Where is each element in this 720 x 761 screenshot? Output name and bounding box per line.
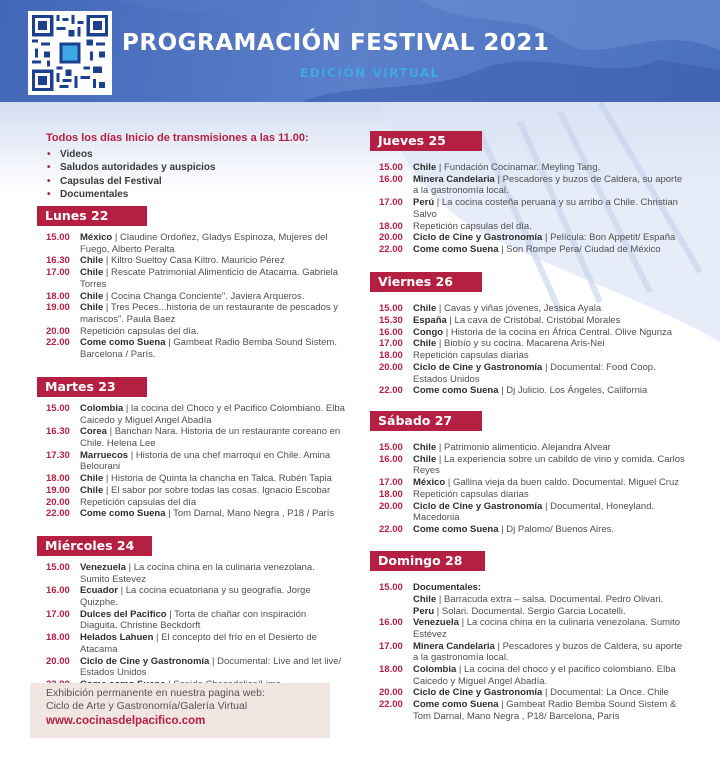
event-description <box>413 582 689 594</box>
event-description <box>413 501 689 524</box>
event-name: Chile <box>80 484 104 496</box>
event-text: Claudine Ordoñez, Gladys Espinoza, Mujeres del Fuego, Alberto Peralta <box>80 232 328 255</box>
separator: | <box>443 326 451 338</box>
event-name: Perú <box>413 197 435 209</box>
event-text: la cocina del Choco y el Pacifico Colombiano. Elba Caicedo y Miguel Angel Abadía <box>80 403 345 426</box>
separator: | <box>118 585 126 597</box>
event-description <box>80 426 346 449</box>
footer-line-2: Ciclo de Arte y Gastronomía/Galería Virtual <box>46 700 248 713</box>
event-time: 15.30 <box>379 314 403 326</box>
event-name: Colombia <box>413 664 457 676</box>
event-row <box>46 497 346 509</box>
event-text: Documental: La Once. Chile <box>550 687 669 699</box>
event-text: La cocina ecuatoriana y su geografía. Jorge Quizphe. <box>80 585 311 608</box>
separator: | <box>436 303 444 314</box>
event-time: 17.00 <box>46 608 70 620</box>
event-description <box>413 664 689 687</box>
event-time: 20.00 <box>379 687 403 699</box>
separator: | <box>446 314 455 326</box>
separator: | <box>103 302 111 314</box>
separator: | <box>103 255 111 267</box>
event-text: Repetición capsulas del día. <box>413 220 532 232</box>
event-row <box>379 315 689 327</box>
event-row <box>379 699 689 722</box>
event-time: 18.00 <box>379 664 403 676</box>
event-text: Tom Darnal, Mano Negra , P18 / París <box>173 508 335 520</box>
page-subtitle: EDICIÓN VIRTUAL <box>300 66 440 80</box>
event-time: 17.00 <box>379 477 403 489</box>
event-description <box>413 594 689 606</box>
event-row <box>379 162 689 174</box>
event-time: 15.00 <box>379 582 403 593</box>
event-row <box>46 450 346 473</box>
event-description <box>413 606 689 618</box>
event-name: Chile <box>80 267 104 279</box>
event-row <box>379 174 689 197</box>
event-description <box>80 585 346 608</box>
event-description <box>413 303 689 315</box>
event-text: Repetición capsulas del día. <box>80 325 199 337</box>
event-description <box>80 291 346 303</box>
separator: | <box>494 640 503 652</box>
event-name: Come como Suena <box>80 508 166 520</box>
event-row <box>379 362 689 385</box>
event-list-lunes <box>46 232 346 361</box>
event-name: Come como Suena <box>413 524 499 536</box>
event-row <box>46 426 346 449</box>
event-text: Historia de una chef marroquí en Chile. Amina Belourani <box>80 449 331 473</box>
event-time: 22.00 <box>379 385 403 397</box>
event-text: Biobío y su cocina. Macarena Aris-Nei <box>443 338 605 350</box>
separator: | <box>436 338 444 350</box>
event-text: Rescate Patrimonial Alimenticio de Atacama. Gabriela Torres <box>80 267 339 290</box>
event-row <box>46 585 346 608</box>
separator: | <box>436 453 444 465</box>
separator: | <box>494 173 503 185</box>
event-row <box>379 327 689 339</box>
event-text: Gambeat Radio Bemba Sound Sistem. Barcelona / París. <box>80 337 337 361</box>
event-name: Dulces del Pacifico <box>80 608 167 620</box>
event-name: Venezuela <box>413 617 459 629</box>
event-description <box>413 244 689 256</box>
event-time: 16.00 <box>379 617 403 629</box>
event-text: Kiltro Sueltoy Casa Kiltro. Mauricio Pérez <box>110 255 285 267</box>
event-description <box>413 442 689 454</box>
event-text: Pescadores y buzos de Caldera, su aporte a la gastronomía local. <box>413 640 683 664</box>
separator: | <box>498 244 507 256</box>
event-time: 15.00 <box>46 562 70 573</box>
event-description <box>413 524 689 536</box>
event-time: 20.00 <box>379 361 403 373</box>
event-name: Ciclo de Cine y Gastronomía <box>413 232 543 244</box>
separator: | <box>436 162 444 173</box>
separator: | <box>128 449 136 461</box>
event-name: Ciclo de Cine y Gastronomía <box>80 655 210 667</box>
event-description <box>413 454 689 477</box>
event-row <box>46 562 346 585</box>
event-text: Película: Bon Appetit/ España <box>550 232 676 244</box>
event-description <box>413 327 689 339</box>
event-time: 16.00 <box>379 453 403 465</box>
event-description <box>80 267 346 290</box>
event-text: El sabor por sobre todas las cosas. Ignacio Escobar <box>110 484 331 496</box>
event-name: Colombia <box>80 403 124 414</box>
event-text: Repetición capsulas diarias <box>413 488 529 500</box>
intro-item: • Documentales <box>46 188 346 201</box>
event-row <box>379 687 689 699</box>
event-text: Barracuda extra – salsa. Documental. Pedro Olivari. <box>443 593 664 605</box>
event-time: 17.00 <box>46 267 70 279</box>
event-name: Chile <box>413 442 437 453</box>
separator: | <box>103 267 111 279</box>
event-row <box>379 197 689 220</box>
event-description <box>413 617 689 640</box>
event-time: 19.00 <box>46 302 70 314</box>
event-description <box>413 350 689 362</box>
event-description <box>413 489 689 501</box>
event-row <box>46 403 346 426</box>
event-time: 18.00 <box>379 350 403 362</box>
event-description <box>413 641 689 664</box>
event-text: Torta de chañar con inspiración Diaguita. Christine Beckdorft <box>80 608 307 632</box>
event-name: Peru <box>413 605 435 617</box>
event-name: Marruecos <box>80 449 129 461</box>
event-text: Son Rompe Pera/ Ciudad de México <box>506 244 661 256</box>
event-time: 15.00 <box>379 303 403 314</box>
event-time: 16.30 <box>46 426 70 438</box>
event-row <box>379 232 689 244</box>
event-list-sabado <box>379 442 689 536</box>
event-name: Come como Suena <box>413 385 499 397</box>
separator: | <box>123 403 132 414</box>
website-link[interactable]: www.cocinasdelpacifico.com <box>46 714 206 727</box>
event-row <box>46 302 346 325</box>
event-text: Repetición capsulas del día <box>80 496 197 508</box>
event-description <box>413 362 689 385</box>
event-name: México <box>80 232 113 243</box>
event-description <box>80 302 346 325</box>
event-description <box>80 337 346 360</box>
event-time: 18.00 <box>46 632 70 644</box>
event-row <box>379 617 689 640</box>
event-time: 18.00 <box>379 220 403 232</box>
event-text: Gallina vieja da buen caldo. Documental. Miguel Cruz <box>452 477 679 489</box>
event-time <box>379 606 413 618</box>
separator: | <box>103 484 111 496</box>
event-text: La cocina costeña peruana y su arribo a Chile. Christian Salvo <box>413 197 678 220</box>
event-name: Chile <box>413 453 437 465</box>
day-tag-jueves: Jueves 25 <box>370 131 482 151</box>
event-name: Minera Candelaria <box>413 640 495 652</box>
event-description <box>80 326 346 338</box>
day-tag-viernes: Viernes 26 <box>370 272 482 292</box>
intro-heading: Todos los días Inicio de transmisiones a las 11.00: <box>46 132 309 144</box>
separator: | <box>434 197 442 209</box>
event-time: 16.30 <box>46 255 70 267</box>
event-text: La cocina del choco y el pacifico colombiano. Elba Caicedo y Miguel Angel Abadía. <box>413 664 676 687</box>
day-tag-sabado: Sábado 27 <box>370 411 482 431</box>
event-list-jueves <box>379 162 689 256</box>
event-time: 18.00 <box>379 488 403 500</box>
event-row <box>379 606 689 618</box>
event-text: Gambeat Radio Bemba Sound Sistem & Tom Darnal, Mano Negra , P18/ Barcelona, París <box>413 699 677 722</box>
event-row <box>46 326 346 338</box>
event-description <box>80 508 346 520</box>
event-time: 22.00 <box>379 699 403 711</box>
event-row <box>46 232 346 255</box>
event-text: Documental: Food Coop. Estados Unidos <box>413 361 656 385</box>
event-description <box>413 699 689 722</box>
event-description <box>80 473 346 485</box>
event-time: 16.00 <box>379 173 403 185</box>
footer-line-1: Exhibición permanente en nuestra pagina web: <box>46 687 265 699</box>
day-tag-lunes: Lunes 22 <box>37 206 147 226</box>
event-description <box>413 162 689 174</box>
event-time: 20.00 <box>379 232 403 244</box>
intro-item: • Saludos autoridades y auspicios <box>46 161 346 174</box>
event-name: México <box>413 477 446 489</box>
event-row <box>379 489 689 501</box>
event-time <box>379 594 413 606</box>
qr-code[interactable] <box>28 11 112 95</box>
event-name: Chile <box>80 290 104 302</box>
event-description <box>413 221 689 233</box>
event-row <box>379 524 689 536</box>
event-description <box>80 403 346 426</box>
event-row <box>46 656 346 679</box>
separator: | <box>456 664 465 676</box>
event-name: Chile <box>80 473 104 485</box>
event-description <box>413 315 689 327</box>
event-time: 16.00 <box>379 326 403 338</box>
event-description <box>80 497 346 509</box>
event-text: Banchan Nara. Historia de un restaurante coreano en Chile. Helena Lee <box>80 426 341 449</box>
event-time: 22.00 <box>379 244 403 256</box>
event-text: Tres Peces...historia de un restaurante de pescados y mariscos". Paula Baez <box>80 302 339 325</box>
event-time: 19.00 <box>46 484 70 496</box>
event-description <box>80 632 346 655</box>
event-row <box>46 291 346 303</box>
event-time: 18.00 <box>46 290 70 302</box>
separator: | <box>153 632 162 644</box>
event-description <box>80 562 346 585</box>
separator: | <box>542 232 551 244</box>
event-row <box>46 508 346 520</box>
event-time: 22.00 <box>46 337 70 349</box>
event-row <box>379 641 689 664</box>
separator: | <box>498 385 507 397</box>
event-description <box>80 232 346 255</box>
separator: | <box>112 232 120 243</box>
event-name: Chile <box>413 303 437 314</box>
separator: | <box>498 524 507 536</box>
separator: | <box>445 477 453 489</box>
event-text: La cocina china en la culinaria venezolana. Sumito Estévez <box>413 617 681 640</box>
event-text: La cocina china en la culinaria venezolana. Sumito Estevez <box>80 562 315 585</box>
event-text: Cavas y viñas jóvenes, Jessica Ayala <box>443 303 602 314</box>
event-name: Minera Candelaria <box>413 173 495 185</box>
event-text: Historia de Quinta la chancha en Talca. Rubén Tapia <box>110 473 332 485</box>
separator: | <box>542 500 551 512</box>
separator: | <box>165 508 174 520</box>
event-row <box>46 609 346 632</box>
separator: | <box>498 699 507 711</box>
event-time: 18.00 <box>46 473 70 485</box>
event-name: Come como Suena <box>413 244 499 256</box>
event-name: Chile <box>413 162 437 173</box>
event-time: 17.00 <box>379 338 403 350</box>
event-row <box>46 473 346 485</box>
event-name: Chile <box>413 593 437 605</box>
intro-item: • Capsulas del Festival <box>46 175 346 188</box>
event-description <box>413 687 689 699</box>
event-name: Venezuela <box>80 562 126 573</box>
page-title: PROGRAMACIÓN FESTIVAL 2021 <box>122 30 550 56</box>
event-row <box>379 594 689 606</box>
intro-list <box>46 148 346 201</box>
event-row <box>46 267 346 290</box>
event-text: Documental, Honeyland. Macedonia <box>413 500 655 524</box>
event-time: 17.00 <box>379 197 403 209</box>
event-list-miercoles <box>46 562 346 691</box>
event-description <box>413 174 689 197</box>
event-row <box>46 485 346 497</box>
separator: | <box>542 687 551 699</box>
separator: | <box>436 593 444 605</box>
event-text: La experiencia sobre un cabildo de vino y comida. Carlos Reyes <box>413 453 685 477</box>
event-description <box>80 255 346 267</box>
event-text: Fundación Cocinamar. Meyling Tang. <box>443 162 601 173</box>
separator: | <box>106 426 115 438</box>
separator: | <box>436 442 444 453</box>
separator: | <box>166 608 175 620</box>
event-description <box>413 338 689 350</box>
event-row <box>379 303 689 315</box>
day-tag-domingo: Domingo 28 <box>370 551 485 571</box>
separator: | <box>103 290 111 302</box>
separator: | <box>103 473 111 485</box>
event-time: 22.00 <box>46 508 70 520</box>
event-list-martes <box>46 403 346 520</box>
intro-item: • Videos <box>46 148 346 161</box>
qr-code-icon <box>32 15 108 91</box>
event-name: Congo <box>413 326 444 338</box>
event-row <box>379 501 689 524</box>
event-name: Helados Lahuen <box>80 632 154 644</box>
event-time: 20.00 <box>379 500 403 512</box>
event-name: Ciclo de Cine y Gastronomía <box>413 500 543 512</box>
event-text: Dj Palomo/ Buenos Aires. <box>506 524 615 536</box>
event-row <box>46 255 346 267</box>
event-name: Come como Suena <box>80 337 166 349</box>
event-description <box>80 485 346 497</box>
event-time: 15.00 <box>379 162 403 173</box>
event-name: España <box>413 314 447 326</box>
event-row <box>379 454 689 477</box>
event-row <box>379 664 689 687</box>
separator: | <box>209 655 218 667</box>
event-text: Historia de la cocina en África Central. Olive Ngunza <box>450 326 673 338</box>
separator: | <box>434 605 442 617</box>
event-name: Chile <box>413 338 437 350</box>
footer-box <box>30 683 330 738</box>
event-time: 15.00 <box>46 232 70 243</box>
event-time: 15.00 <box>379 442 403 453</box>
event-row <box>379 582 689 594</box>
event-description <box>80 609 346 632</box>
separator: | <box>165 337 174 349</box>
event-name: Ecuador <box>80 585 119 597</box>
intro-block <box>46 131 346 201</box>
event-row <box>379 477 689 489</box>
event-text: Cocina Changa Conciente". Javiera Arqueros. <box>110 290 305 302</box>
event-name: Documentales: <box>413 582 482 593</box>
event-row <box>379 350 689 362</box>
event-time: 20.00 <box>46 496 70 508</box>
header-band <box>0 0 720 102</box>
event-time: 20.00 <box>46 325 70 337</box>
event-text: Dj Julicio. Los Ángeles, California <box>506 385 648 397</box>
event-text: Pescadores y buzos de Caldera, su aporte a la gastronomía local. <box>413 173 683 197</box>
event-text: La cava de Cristóbal. Cristóbal Morales <box>454 314 621 326</box>
event-description <box>413 232 689 244</box>
separator: | <box>458 617 467 629</box>
event-row <box>46 337 346 360</box>
event-text: El concepto del frío en el Desierto de Atacama <box>80 632 317 655</box>
event-row <box>379 385 689 397</box>
event-text: Repetición capsulas diarias <box>413 350 529 362</box>
separator: | <box>542 361 551 373</box>
event-time: 15.00 <box>46 403 70 414</box>
event-text: Solari. Documental. Sergio Garcia Locatelli. <box>441 605 626 617</box>
event-time: 22.00 <box>379 524 403 536</box>
event-list-domingo <box>379 582 689 723</box>
day-tag-miercoles: Miércoles 24 <box>37 536 152 556</box>
event-row <box>379 221 689 233</box>
event-text: Documental: Live and let live/ Estados Unidos <box>80 655 342 679</box>
event-name: Chile <box>80 302 104 314</box>
event-row <box>379 442 689 454</box>
event-name: Come como Suena <box>413 699 499 711</box>
event-name: Corea <box>80 426 107 438</box>
event-row <box>46 632 346 655</box>
event-time: 17.30 <box>46 449 70 461</box>
event-time: 16.00 <box>46 585 70 597</box>
separator: | <box>125 562 134 573</box>
event-description <box>413 197 689 220</box>
event-description <box>413 385 689 397</box>
event-time: 20.00 <box>46 655 70 667</box>
event-time: 17.00 <box>379 640 403 652</box>
event-list-viernes <box>379 303 689 397</box>
event-description <box>413 477 689 489</box>
event-row <box>379 244 689 256</box>
event-name: Ciclo de Cine y Gastronomía <box>413 361 543 373</box>
event-row <box>379 338 689 350</box>
day-tag-martes: Martes 23 <box>37 377 147 397</box>
event-description <box>80 450 346 473</box>
event-name: Ciclo de Cine y Gastronomía <box>413 687 543 699</box>
event-text: Patrimonio alimenticio. Alejandra Alvear <box>443 442 611 453</box>
event-name: Chile <box>80 255 104 267</box>
event-description <box>80 656 346 679</box>
